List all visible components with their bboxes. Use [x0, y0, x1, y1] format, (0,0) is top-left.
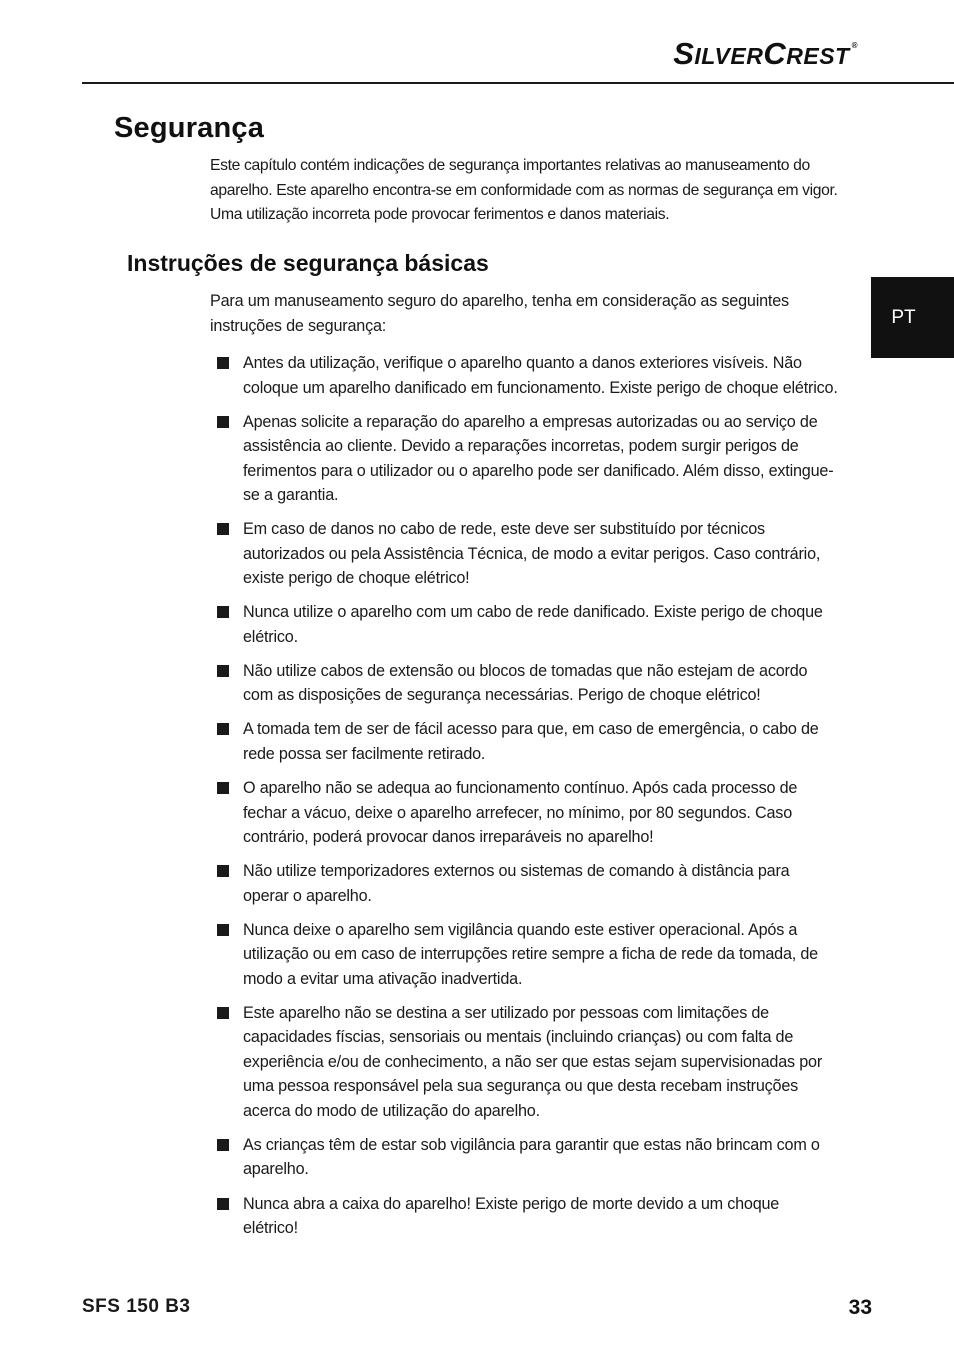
list-item-text: A tomada tem de ser de fácil acesso para que, em caso de emergência, o cabo de rede possa ser facilmente retirado.	[243, 720, 819, 763]
list-item-text: Apenas solicite a reparação do aparelho a empresas autorizadas ou ao serviço de assistência ao cliente. Devido a reparações incorretas, podem surgir perigos de ferimentos para o utilizador ou o aparelho pode ser danificado. Além disso, extingue-se a garantia.	[243, 412, 834, 505]
list-item	[210, 859, 838, 908]
brand-letter: C	[763, 36, 787, 71]
subsection-lead: Para um manuseamento seguro do aparelho, tenha em consideração as seguintes instruções de segurança:	[210, 292, 789, 335]
list-item-text: Não utilize temporizadores externos ou sistemas de comando à distância para operar o aparelho.	[243, 862, 790, 905]
square-bullet-icon	[217, 416, 229, 428]
square-bullet-icon	[217, 1007, 229, 1019]
list-item	[210, 1192, 838, 1241]
square-bullet-icon	[217, 523, 229, 535]
section-title: Segurança	[114, 112, 265, 144]
list-item-text: Nunca deixe o aparelho sem vigilância quando este estiver operacional. Após a utilização ou em caso de interrupções retire sempre a ficha de rede da tomada, de modo a evitar uma ativação inadvertida.	[243, 920, 818, 988]
list-item	[210, 410, 838, 508]
list-item	[210, 351, 838, 400]
list-item	[210, 918, 838, 992]
list-item-text: Este aparelho não se destina a ser utilizado por pessoas com limitações de capacidades físcias, sensoriais ou mentais (incluindo crianças) ou com falta de experiência e/ou de conhecimento, a não ser que estas sejam supervisionadas por uma pessoa responsável pela sua segurança ou que desta recebam instruções acerca do modo de utilização do aparelho.	[243, 1003, 823, 1120]
section-intro: Este capítulo contém indicações de segurança importantes relativas ao manuseamento do aparelho. Este aparelho encontra-se em conformidade com as normas de segurança em vigor. Uma utilização incorreta pode provocar ferimentos e danos materiais.	[210, 157, 838, 223]
square-bullet-icon	[217, 606, 229, 618]
list-item	[210, 776, 838, 850]
brand-logo	[673, 38, 858, 69]
registered-mark: ®	[851, 41, 858, 50]
square-bullet-icon	[217, 924, 229, 936]
square-bullet-icon	[217, 865, 229, 877]
list-item	[210, 1133, 838, 1182]
brand-letters: REST	[786, 43, 850, 69]
list-item	[210, 659, 838, 708]
list-item-text: Em caso de danos no cabo de rede, este deve ser substituído por técnicos autorizados ou pela Assistência Técnica, de modo a evitar perigos. Caso contrário, existe perigo de choque elétrico!	[243, 520, 821, 588]
list-item-text: Antes da utilização, verifique o aparelho quanto a danos exteriores visíveis. Não coloque um aparelho danificado em funcionamento. Existe perigo de choque elétrico.	[243, 354, 838, 397]
list-item-text: Nunca abra a caixa do aparelho! Existe perigo de morte devido a um choque elétrico!	[243, 1194, 780, 1238]
language-tab: PT	[871, 277, 954, 358]
safety-instructions-list	[210, 351, 838, 1250]
header-rule	[82, 82, 954, 84]
square-bullet-icon	[217, 782, 229, 794]
footer-model-number: SFS 150 B3	[82, 1296, 191, 1317]
list-item-text: Nunca utilize o aparelho com um cabo de rede danificado. Existe perigo de choque elétrico.	[243, 603, 823, 646]
subsection-title: Instruções de segurança básicas	[127, 250, 489, 276]
square-bullet-icon	[217, 1139, 229, 1151]
square-bullet-icon	[217, 665, 229, 677]
list-item-text: Não utilize cabos de extensão ou blocos de tomadas que não estejam de acordo com as disposições de segurança necessárias. Perigo de choque elétrico!	[243, 661, 808, 705]
square-bullet-icon	[217, 723, 229, 735]
brand-letter: S	[673, 36, 695, 71]
square-bullet-icon	[217, 1198, 229, 1210]
list-item	[210, 1001, 838, 1124]
list-item-text: O aparelho não se adequa ao funcionamento contínuo. Após cada processo de fechar a vácuo, deixe o aparelho arrefecer, no mínimo, por 80 segundos. Caso contrário, poderá provocar danos irreparáveis no aparelho!	[243, 779, 798, 847]
square-bullet-icon	[217, 357, 229, 369]
list-item	[210, 600, 838, 649]
list-item	[210, 517, 838, 591]
list-item-text: As crianças têm de estar sob vigilância para garantir que estas não brincam com o aparelho.	[243, 1135, 820, 1179]
page-number: 33	[848, 1296, 872, 1319]
list-item	[210, 717, 838, 766]
brand-letters: ILVER	[694, 43, 764, 69]
